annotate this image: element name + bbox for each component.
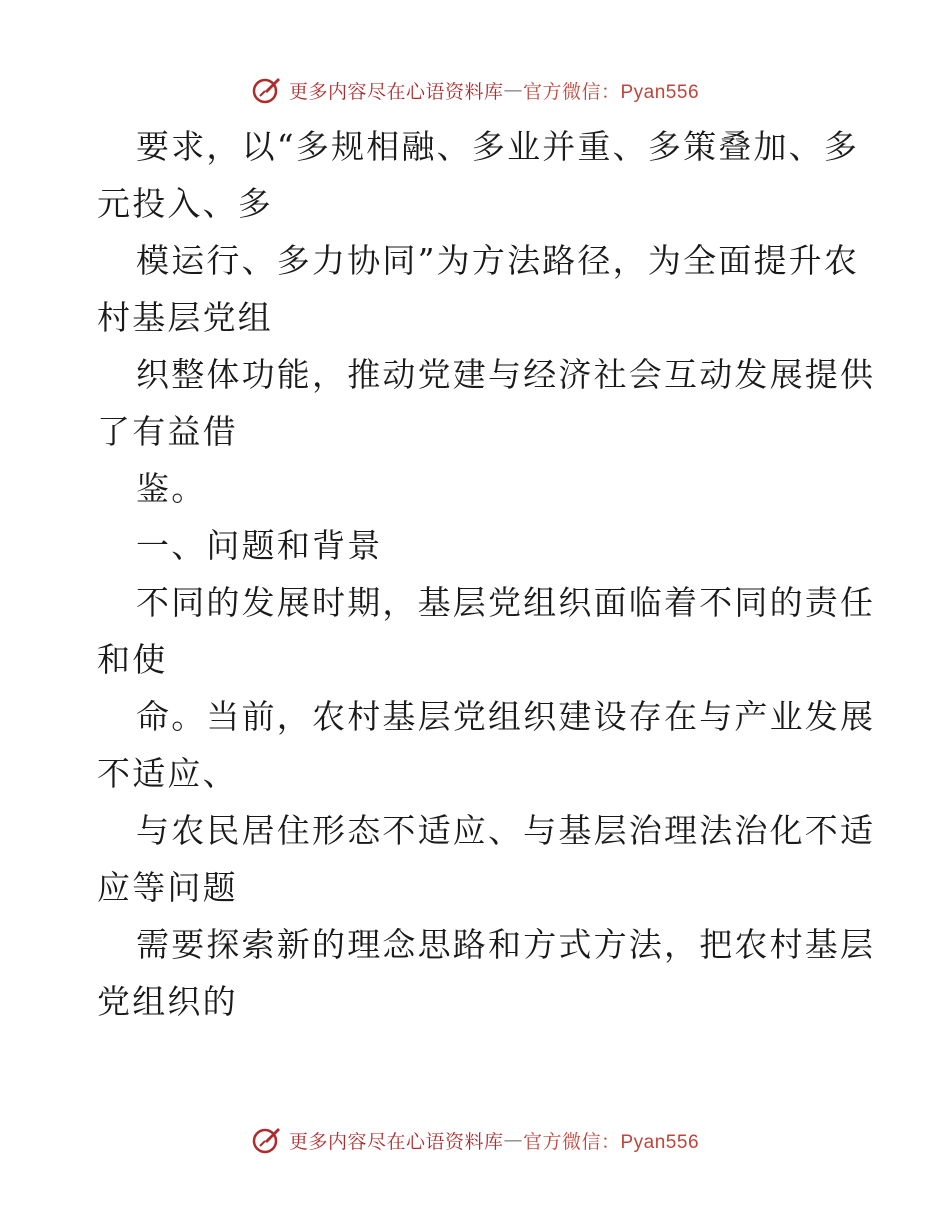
body-line: 需要探索新的理念思路和方式方法，把农村基层 <box>136 925 876 964</box>
body-line: 与农民居住形态不适应、与基层治理法治化不适 <box>136 811 876 850</box>
watermark-wechat: 官方微信：Pyan556 <box>523 1131 700 1153</box>
body-line: 要求，以“多规相融、多业并重、多策叠加、多 <box>136 127 860 166</box>
body-line: 村基层党组 <box>97 298 273 337</box>
watermark-brand: 更多内容尽在心语资料库 <box>288 1130 504 1153</box>
feather-pen-logo-icon <box>251 74 283 106</box>
body-line: 元投入、多 <box>97 184 273 223</box>
body-line: 了有益借 <box>97 412 238 451</box>
body-line: 鉴。 <box>136 469 207 508</box>
body-line: 不适应、 <box>97 754 238 793</box>
watermark-separator: — <box>503 1129 523 1151</box>
body-line: 和使 <box>97 640 168 679</box>
body-line: 模运行、多力协同”为方法路径，为全面提升农 <box>136 241 860 280</box>
body-line: 党组织的 <box>97 982 238 1021</box>
watermark-wechat: 官方微信：Pyan556 <box>523 81 700 103</box>
watermark-separator: — <box>503 79 523 101</box>
body-line: 应等问题 <box>97 868 238 907</box>
watermark-brand: 更多内容尽在心语资料库 <box>288 80 504 103</box>
body-line: 织整体功能，推动党建与经济社会互动发展提供 <box>136 355 876 394</box>
body-line: 不同的发展时期，基层党组织面临着不同的责任 <box>136 583 876 622</box>
footer-watermark <box>0 1120 950 1160</box>
section-heading: 一、问题和背景 <box>136 526 383 565</box>
document-body <box>97 118 876 1030</box>
header-watermark <box>0 70 950 110</box>
body-line: 命。当前，农村基层党组织建设存在与产业发展 <box>136 697 876 736</box>
feather-pen-logo-icon <box>251 1124 283 1156</box>
